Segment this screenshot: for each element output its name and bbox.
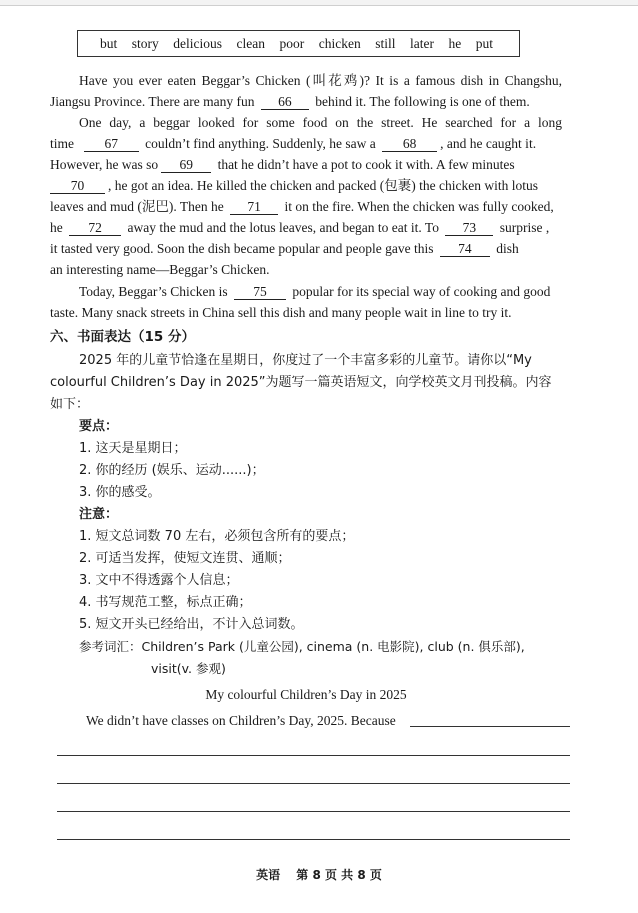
writing-line[interactable] (57, 783, 570, 784)
writing-intro-line: colourful Children’s Day in 2025”为题写一篇英语短文，向学校英文月刊投稿。内容 (50, 375, 552, 390)
word-bank-item: later (410, 35, 434, 51)
blank-70[interactable]: 70 (50, 178, 105, 194)
writing-intro-line: 2025 年的儿童节恰逢在星期日，你度过了一个丰富多彩的儿童节。请你以“My (79, 353, 532, 368)
word-bank-item: put (475, 35, 493, 51)
blank-67[interactable]: 67 (84, 136, 139, 152)
writing-line[interactable] (57, 755, 570, 756)
page-footer (0, 866, 638, 883)
passage-line: Jiangsu Province. There are many fun 66 behind it. The following is one of them. (50, 94, 530, 109)
notes-title: 注意： (79, 507, 119, 522)
passage-line: 70 , he got an idea. He killed the chicken and packed (包裹) the chicken with lotus (50, 175, 562, 196)
word-bank-item: but (100, 35, 118, 51)
footer-page-number: 第 8 页 共 8 页 (296, 868, 382, 882)
word-bank-item: chicken (318, 35, 361, 51)
note-item: 3. 文中不得透露个人信息； (79, 573, 239, 588)
note-item: 1. 短文总词数 70 左右，必须包含所有的要点； (79, 529, 355, 544)
word-bank-item: clean (236, 35, 265, 51)
point-item: 3. 你的感受。 (79, 485, 161, 500)
note-item: 4. 书写规范工整，标点正确； (79, 595, 252, 610)
word-bank-item: he (448, 35, 462, 51)
word-bank-item: delicious (173, 35, 223, 51)
passage-line: However, he was so 69 that he didn’t have a pot to cook it with. A few minutes (50, 157, 515, 172)
vocabulary-line: visit(v. 参观) (151, 661, 226, 676)
essay-opening: We didn’t have classes on Children’s Day, 2025. Because (86, 713, 396, 728)
blank-74[interactable]: 74 (440, 241, 490, 257)
word-bank-item: story (131, 35, 159, 51)
passage-line: One day, a beggar looked for some food on the street. He searched for a long (79, 115, 562, 130)
vocabulary-line: 参考词汇：Children’s Park (儿童公园), cinema (n. 电影院), club (n. 俱乐部), (79, 639, 525, 654)
viewer-top-strip (0, 0, 638, 6)
note-item: 5. 短文开头已经给出，不计入总词数。 (79, 617, 304, 632)
blank-72[interactable]: 72 (69, 220, 121, 236)
blank-71[interactable]: 71 (230, 199, 278, 215)
footer-subject: 英语 (256, 868, 281, 882)
writing-line[interactable] (57, 811, 570, 812)
passage-line: an interesting name—Beggar’s Chicken. (50, 262, 270, 277)
point-item: 1. 这天是星期日； (79, 441, 187, 456)
word-bank-box (77, 30, 520, 57)
writing-intro-line: 如下： (50, 397, 90, 412)
passage-line: it tasted very good. Soon the dish became popular and people gave this 74 dish (50, 241, 519, 256)
passage-line: Have you ever eaten Beggar’s Chicken (叫花鸡)? It is a famous dish in Changshu, (79, 73, 562, 88)
blank-73[interactable]: 73 (445, 220, 493, 236)
note-item: 2. 可适当发挥，使短文连贯、通顺； (79, 551, 291, 566)
blank-66[interactable]: 66 (261, 94, 309, 110)
passage-line: taste. Many snack streets in China sell this dish and many people wait in line to try it. (50, 305, 512, 320)
blank-69[interactable]: 69 (161, 157, 211, 173)
passage-line: leaves and mud (泥巴). Then he 71 it on the fire. When the chicken was fully cooked, (50, 199, 554, 214)
writing-line[interactable] (410, 726, 570, 727)
word-bank-item: still (375, 35, 396, 51)
point-item: 2. 你的经历 (娱乐、运动......)； (79, 463, 265, 478)
passage-line: Today, Beggar’s Chicken is 75 popular for its special way of cooking and good (79, 284, 551, 299)
passage-line: time 67 couldn’t find anything. Suddenly, he saw a 68 , and he caught it. (50, 136, 537, 151)
passage-line: he 72 away the mud and the lotus leaves, and began to eat it. To 73 surprise , (50, 220, 550, 235)
writing-line[interactable] (57, 839, 570, 840)
blank-75[interactable]: 75 (234, 284, 286, 300)
word-bank-item: poor (279, 35, 305, 51)
section-heading: 六、书面表达（15 分） (50, 329, 195, 345)
points-title: 要点： (79, 419, 119, 434)
blank-68[interactable]: 68 (382, 136, 437, 152)
essay-title: My colourful Children’s Day in 2025 (205, 687, 407, 702)
